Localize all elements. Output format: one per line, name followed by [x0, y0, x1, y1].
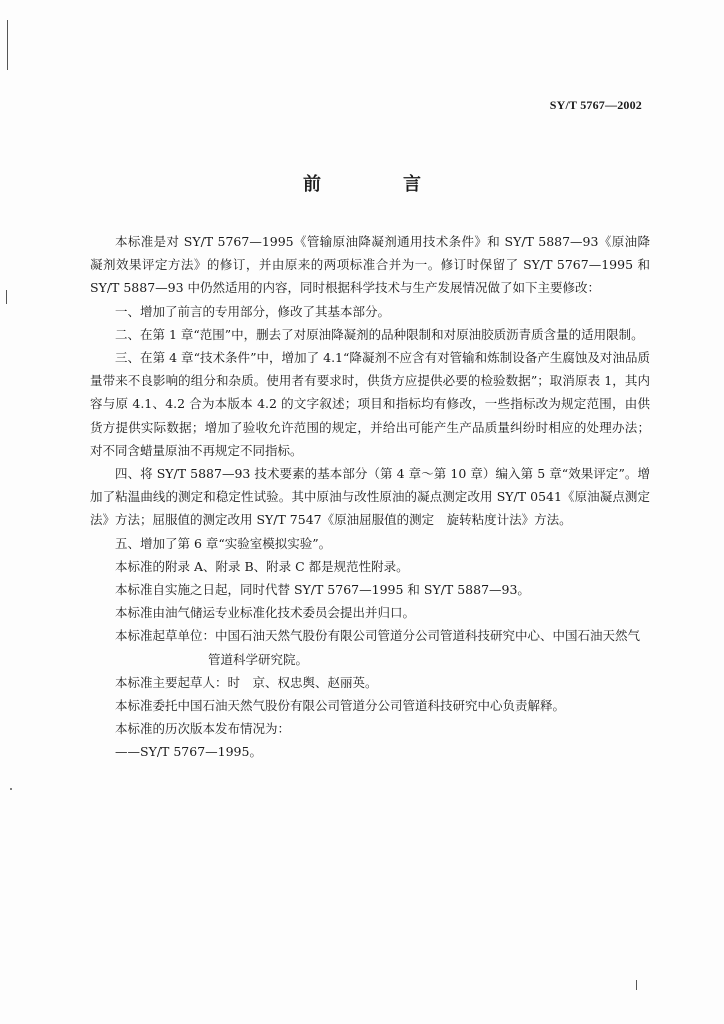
paragraph: 本标准由油气储运专业标准化技术委员会提出并归口。: [115, 605, 416, 621]
paragraph: 本标准自实施之日起，同时代替 SY/T 5767—1995 和 SY/T 5887—93。: [115, 582, 530, 598]
paragraph: 本标准是对 SY/T 5767—1995《管输原油降凝剂通用技术条件》和 SY/T 5887—93《原油降凝剂效果评定方法》的修订，并由原来的两项标准合并为一。修订时保留了 SY/T 5767—1995 和 SY/T 5887—93 中仍然适用的内容，同时根据科学技术与生产发展情况做了如下主要修改：: [90, 234, 650, 296]
standard-number: SY/T 5767—2002: [549, 98, 642, 112]
drafting-unit: [90, 624, 650, 647]
paragraph: 五、增加了第 6 章“实验室模拟实验”。: [115, 535, 332, 551]
paragraph: 本标准主要起草人：时 京、权忠舆、赵丽英。: [115, 674, 378, 690]
paragraph: 一、增加了前言的专用部分，修改了其基本部分。: [115, 303, 391, 319]
paragraph: 本标准的历次版本发布情况为：: [115, 721, 291, 737]
paragraph: 二、在第 1 章“范围”中，删去了对原油降凝剂的品种限制和对原油胶质沥青质含量的适用限制。: [115, 326, 644, 342]
paragraph: 三、在第 4 章“技术条件”中，增加了 4.1“降凝剂不应含有对管输和炼制设备产生腐蚀及对油品质量带来不良影响的组分和杂质。使用者有要求时，供货方应提供必要的检验数据”；取消原表 1，其内容与原 4.1、4.2 合为本版本 4.2 的文字叙述；项目和指标均有修改，一些指标改为规定范围，由供货方提供实际数据；增加了验收允许范围的规定，并给出可能产生产品质量纠纷时相应的处理办法；对不同含蜡量原油不再规定不同指标。: [90, 350, 650, 458]
paragraph: ——SY/T 5767—1995。: [115, 744, 262, 760]
foreword-body: [90, 230, 650, 764]
scan-artifact: [6, 290, 7, 304]
page-title: 前 言: [303, 174, 453, 195]
scan-artifact: [636, 980, 637, 990]
scan-artifact: [10, 788, 12, 790]
paragraph: 本标准委托中国石油天然气股份有限公司管道分公司管道科技研究中心负责解释。: [115, 698, 566, 714]
drafting-unit-line1: 中国石油天然气股份有限公司管道分公司管道科技研究中心、中国石油天然气: [215, 628, 641, 644]
drafting-unit-label: 本标准起草单位：: [115, 628, 216, 644]
drafting-unit-continuation: 管道科学研究院。: [208, 651, 309, 667]
paragraph: 四、将 SY/T 5887—93 技术要素的基本部分（第 4 章～第 10 章）编入第 5 章“效果评定”。增加了粘温曲线的测定和稳定性试验。其中原油与改性原油的凝点测定改用 SY/T 0541《原油凝点测定法》方法；屈服值的测定改用 SY/T 7547《原油屈服值的测定 旋转粘度计法》方法。: [90, 466, 650, 528]
scan-artifact: [7, 20, 8, 70]
paragraph: 本标准的附录 A、附录 B、附录 C 都是规范性附录。: [115, 558, 409, 574]
